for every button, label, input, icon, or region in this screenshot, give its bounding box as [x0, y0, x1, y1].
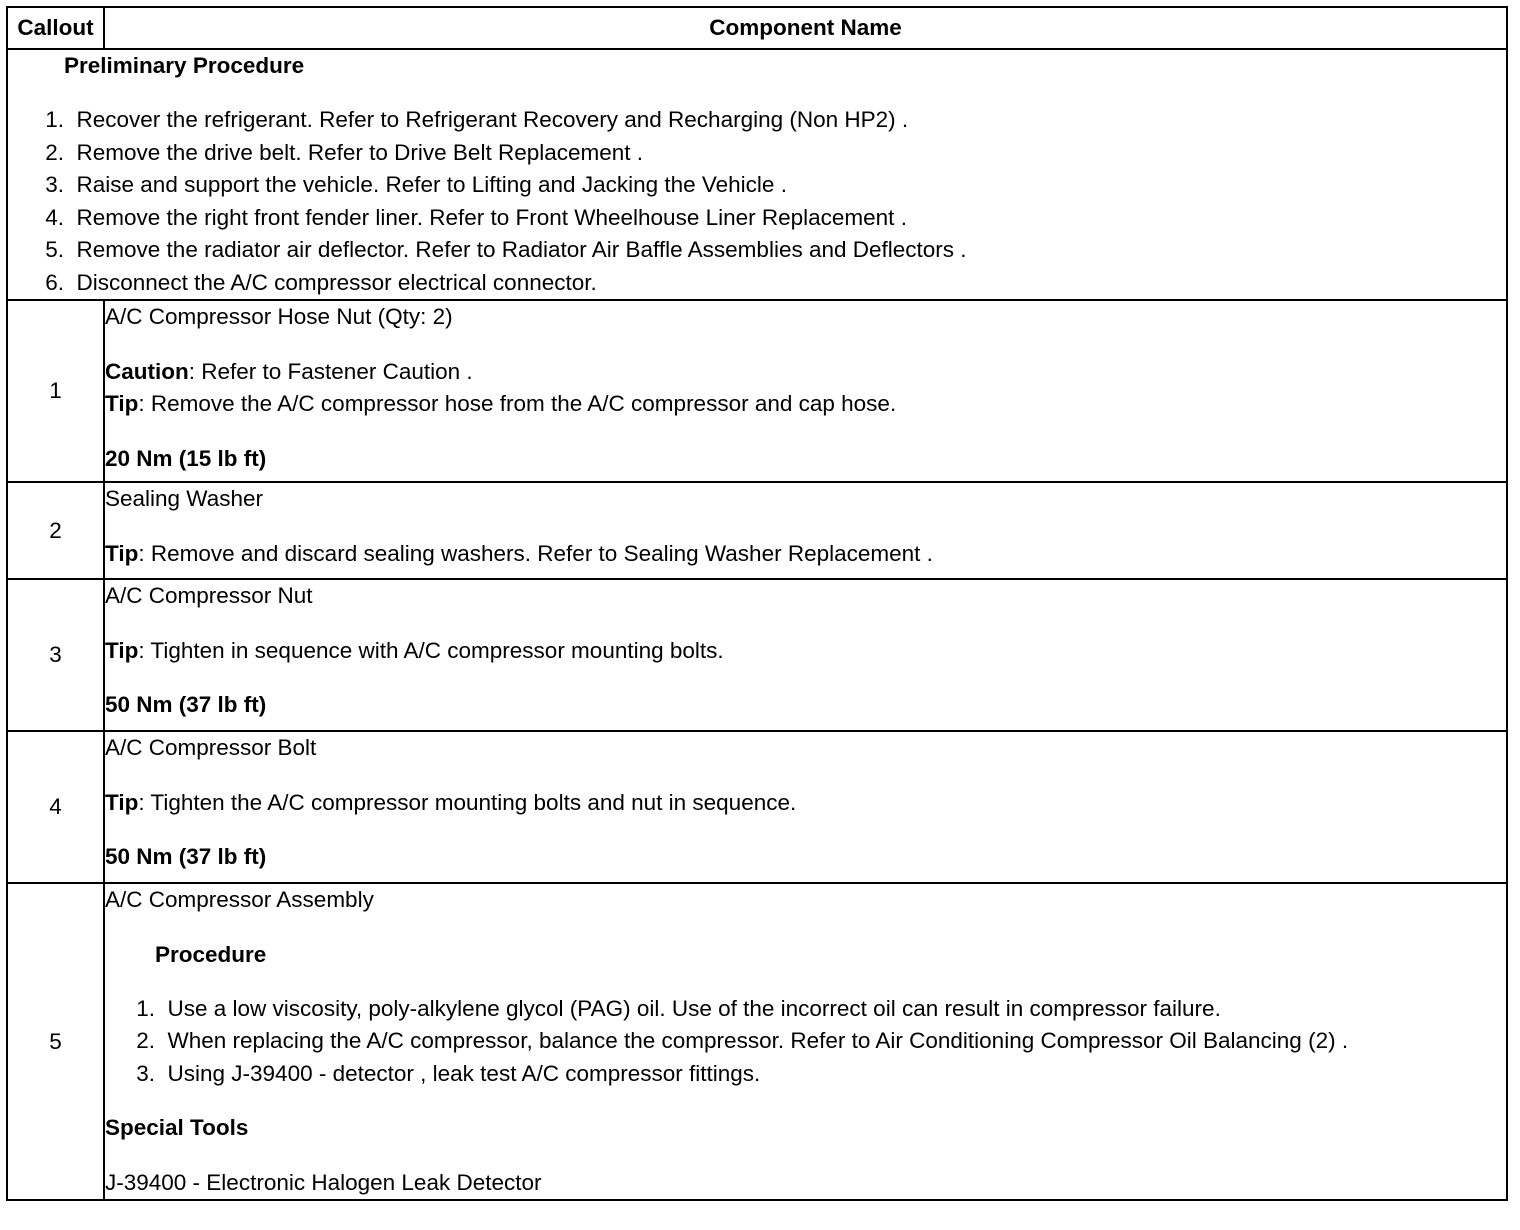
tip-note: Tip: Remove and discard sealing washers. Refer to Sealing Washer Replacement . [105, 540, 933, 566]
table-row [7, 883, 1507, 1200]
component-name: Sealing Washer [105, 486, 263, 511]
header-component-name: Component Name [104, 7, 1507, 49]
tip-note: Tip: Remove the A/C compressor hose from the A/C compressor and cap hose. [105, 391, 897, 416]
procedure-step: 2. When replacing the A/C compressor, balance the compressor. Refer to Air Conditioning Compressor Oil Balancing (2) . [136, 1028, 1349, 1053]
preliminary-step: 3. Raise and support the vehicle. Refer to Lifting and Jacking the Vehicle . [45, 172, 787, 197]
preliminary-step: 5. Remove the radiator air deflector. Refer to Radiator Air Baffle Assemblies and Deflectors . [45, 237, 967, 262]
component-name: A/C Compressor Assembly [105, 887, 374, 912]
table-row [7, 482, 1507, 579]
special-tool: J-39400 - Electronic Halogen Leak Detector [105, 1169, 542, 1195]
callout-number: 2 [7, 482, 104, 579]
preliminary-step: 1. Recover the refrigerant. Refer to Refrigerant Recovery and Recharging (Non HP2) . [45, 107, 909, 132]
tip-note: Tip: Tighten in sequence with A/C compressor mounting bolts. [105, 637, 724, 663]
torque-spec: 50 Nm (37 lb ft) [105, 692, 267, 717]
callout-number: 5 [7, 883, 104, 1200]
special-tools-title: Special Tools [105, 1115, 249, 1140]
component-cell [104, 300, 1507, 482]
procedure-title: Procedure [155, 941, 267, 967]
callout-number: 3 [7, 579, 104, 731]
component-name: A/C Compressor Hose Nut (Qty: 2) [105, 304, 453, 329]
tip-note: Tip: Tighten the A/C compressor mounting bolts and nut in sequence. [105, 789, 797, 815]
preliminary-step: 6. Disconnect the A/C compressor electrical connector. [45, 269, 597, 295]
table-row [7, 731, 1507, 883]
preliminary-step: 4. Remove the right front fender liner. Refer to Front Wheelhouse Liner Replacement . [45, 204, 907, 230]
callout-number: 4 [7, 731, 104, 883]
preliminary-title: Preliminary Procedure [64, 53, 305, 78]
table-row [7, 579, 1507, 731]
procedure-step: 3. Using J-39400 - detector , leak test A/C compressor fittings. [136, 1060, 761, 1086]
procedure-steps [105, 993, 1506, 1091]
component-cell [104, 579, 1507, 731]
component-table [6, 6, 1508, 1201]
component-cell [104, 883, 1507, 1200]
component-cell [104, 731, 1507, 883]
table-row [7, 300, 1507, 482]
callout-number: 1 [7, 300, 104, 482]
caution-note: Caution: Refer to Fastener Caution . [105, 358, 473, 384]
component-name: A/C Compressor Bolt [105, 735, 317, 760]
preliminary-step: 2. Remove the drive belt. Refer to Drive Belt Replacement . [45, 139, 644, 165]
procedure-step: 1. Use a low viscosity, poly-alkylene glycol (PAG) oil. Use of the incorrect oil can result in compressor failure. [136, 995, 1221, 1021]
component-name: A/C Compressor Nut [105, 583, 313, 608]
torque-spec: 20 Nm (15 lb ft) [105, 445, 267, 471]
torque-spec: 50 Nm (37 lb ft) [105, 844, 267, 869]
header-callout: Callout [7, 7, 104, 49]
preliminary-procedure [7, 49, 1507, 300]
preliminary-steps [8, 104, 1506, 299]
header-row [7, 7, 1507, 49]
component-cell [104, 482, 1507, 579]
preliminary-row [7, 49, 1507, 300]
